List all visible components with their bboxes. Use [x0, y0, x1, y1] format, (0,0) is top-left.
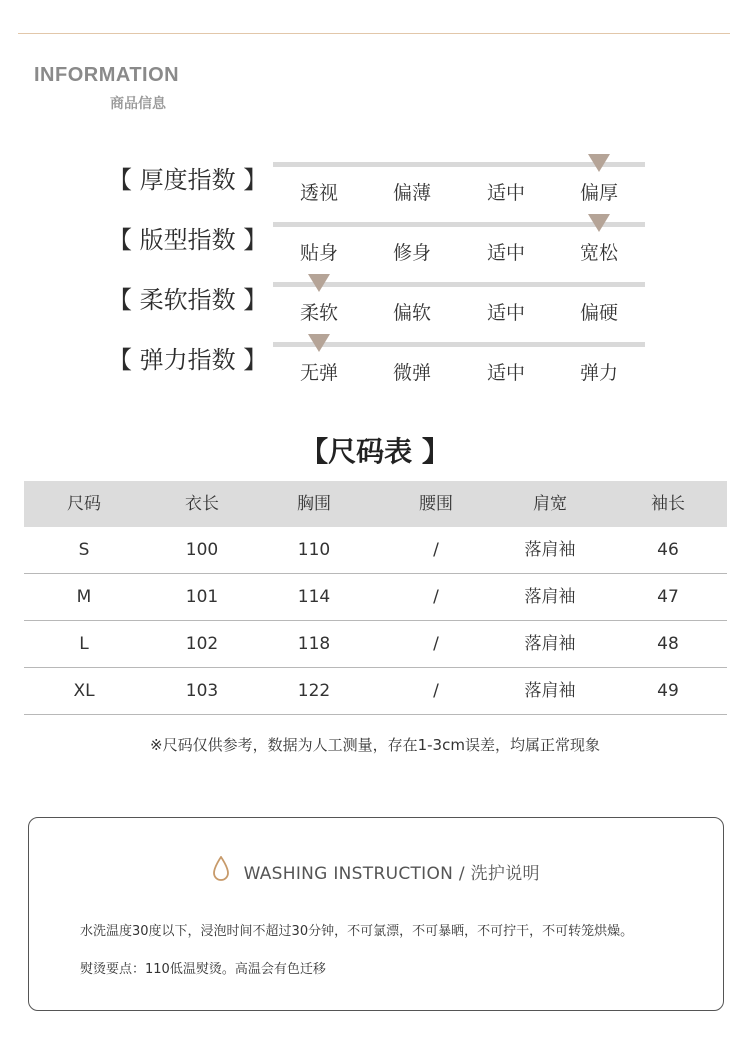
size-note: ※尺码仅供参考，数据为人工测量，存在1-3cm误差，均属正常现象 [150, 736, 600, 754]
table-header-cell: 胸围 [297, 494, 331, 514]
index-label: 【 版型指数 】 [108, 226, 268, 254]
index-label: 【 柔软指数 】 [108, 286, 268, 314]
washing-heading-text: WASHING INSTRUCTION / 洗护说明 [243, 864, 540, 884]
table-cell: 落肩袖 [524, 540, 576, 560]
table-cell: XL [73, 681, 95, 701]
table-cell: 落肩袖 [524, 587, 576, 607]
index-option: 微弹 [392, 362, 431, 384]
index-option: 适中 [486, 182, 525, 204]
index-marker-icon [588, 214, 610, 232]
table-cell: 47 [657, 587, 679, 607]
index-row-softness [0, 282, 750, 342]
index-option: 适中 [486, 302, 525, 324]
washing-instruction-box [28, 817, 724, 1011]
table-cell: / [433, 540, 439, 560]
top-divider [18, 33, 730, 34]
table-cell: 118 [297, 634, 331, 654]
table-row [24, 621, 727, 668]
table-cell: 101 [185, 587, 219, 607]
table-cell: 110 [297, 540, 331, 560]
index-row-elasticity [0, 342, 750, 402]
index-option: 偏软 [392, 302, 431, 324]
index-row-thickness [0, 162, 750, 222]
table-header-cell: 衣长 [185, 494, 219, 514]
table-row [24, 527, 727, 574]
table-row [24, 574, 727, 621]
index-option: 宽松 [579, 242, 618, 264]
index-marker-icon [308, 334, 330, 352]
index-option: 贴身 [299, 242, 338, 264]
table-cell: 122 [297, 681, 331, 701]
table-cell: / [433, 587, 439, 607]
table-header-row [24, 481, 727, 527]
index-marker-icon [588, 154, 610, 172]
table-cell: / [433, 681, 439, 701]
table-header-cell: 肩宽 [533, 494, 567, 514]
index-option: 透视 [299, 182, 338, 204]
table-cell: 114 [297, 587, 331, 607]
index-option: 适中 [486, 242, 525, 264]
index-option: 偏厚 [579, 182, 618, 204]
index-marker-icon [308, 274, 330, 292]
table-header-cell: 尺码 [67, 494, 101, 514]
index-option: 弹力 [579, 362, 618, 384]
table-cell: 49 [657, 681, 679, 701]
washing-heading [29, 856, 723, 887]
table-cell: 100 [185, 540, 219, 560]
table-cell: 落肩袖 [524, 681, 576, 701]
table-cell: S [78, 540, 90, 560]
index-option: 偏硬 [579, 302, 618, 324]
index-row-fit [0, 222, 750, 282]
washing-text-line: 水洗温度30度以下，浸泡时间不超过30分钟，不可氯漂，不可暴晒，不可拧干，不可转笼烘燥。 [80, 924, 634, 939]
index-option: 偏薄 [392, 182, 431, 204]
table-cell: M [76, 587, 92, 607]
index-option: 适中 [486, 362, 525, 384]
table-cell: 102 [185, 634, 219, 654]
index-option: 无弹 [299, 362, 338, 384]
index-option: 修身 [392, 242, 431, 264]
info-subtitle: 商品信息 [110, 96, 166, 112]
size-table-title: 【尺码表 】 [300, 435, 450, 468]
size-table [24, 481, 727, 715]
ironing-text-line: 熨烫要点：110低温熨烫。高温会有色迁移 [80, 962, 326, 977]
table-row [24, 668, 727, 715]
index-label: 【 弹力指数 】 [108, 346, 268, 374]
table-cell: 103 [185, 681, 219, 701]
table-cell: L [79, 634, 89, 654]
water-drop-icon [212, 856, 230, 887]
index-label: 【 厚度指数 】 [108, 166, 268, 194]
table-header-cell: 袖长 [651, 494, 685, 514]
table-cell: 落肩袖 [524, 634, 576, 654]
table-cell: 48 [657, 634, 679, 654]
index-option: 柔软 [299, 302, 338, 324]
table-cell: 46 [657, 540, 679, 560]
table-cell: / [433, 634, 439, 654]
info-title: INFORMATION [34, 64, 180, 86]
table-header-cell: 腰围 [419, 494, 453, 514]
